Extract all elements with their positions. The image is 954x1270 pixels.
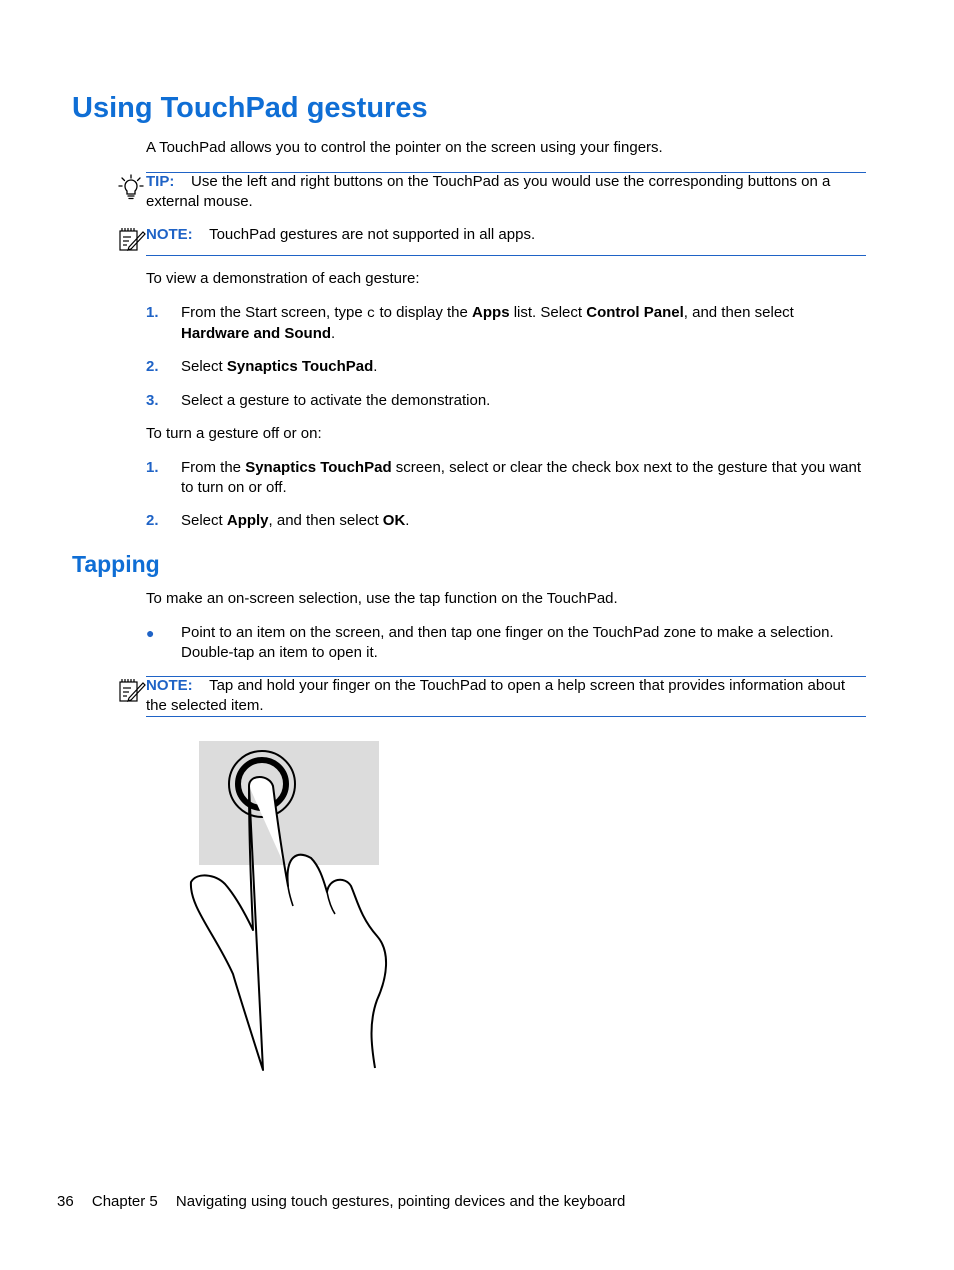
tap-gesture-illustration xyxy=(185,738,395,1074)
section-heading-tapping: Tapping xyxy=(72,551,160,577)
tapping-bullet: Point to an item on the screen, and then tap one finger on the TouchPad zone to make a selection. Double-tap an item to open it. xyxy=(181,624,834,661)
toggle-intro: To turn a gesture off or on: xyxy=(146,425,322,442)
note-rule-bottom xyxy=(146,255,866,256)
toggle-step-1: From the Synaptics TouchPad screen, select or clear the check box next to the gesture that you want to turn on or off. xyxy=(181,459,862,496)
demo-step-3: Select a gesture to activate the demonstration. xyxy=(181,392,491,409)
footer-chapter: Chapter 5 xyxy=(91,1193,158,1210)
note-icon xyxy=(118,678,146,703)
footer-chapter-title: Navigating using touch gestures, pointing devices and the keyboard xyxy=(175,1193,626,1210)
lightbulb-icon xyxy=(118,174,144,200)
note-icon xyxy=(118,227,146,252)
step-number: 2. xyxy=(146,358,159,375)
page-title: Using TouchPad gestures xyxy=(72,92,428,124)
toggle-step-2: Select Apply, and then select OK. xyxy=(181,512,410,529)
page-footer xyxy=(57,1192,639,1212)
intro-paragraph: A TouchPad allows you to control the pointer on the screen using your fingers. xyxy=(146,139,663,156)
tip-label: TIP: xyxy=(146,173,175,190)
note2-text: Tap and hold your finger on the TouchPad to open a help screen that provides information about the selected item. xyxy=(146,677,846,714)
tip-block xyxy=(146,172,866,212)
step-number: 2. xyxy=(146,512,159,529)
step-number: 3. xyxy=(146,392,159,409)
key-c: c xyxy=(366,306,376,322)
note-label: NOTE: xyxy=(146,226,193,243)
tip-text: Use the left and right buttons on the TouchPad as you would use the corresponding buttons on a external mouse. xyxy=(146,173,831,210)
note-text: TouchPad gestures are not supported in all apps. xyxy=(209,226,536,243)
note2-rule-bottom xyxy=(146,716,866,717)
page-number: 36 xyxy=(57,1193,74,1210)
note2-block xyxy=(146,676,866,716)
step-number: 1. xyxy=(146,459,159,476)
demo-intro: To view a demonstration of each gesture: xyxy=(146,270,420,287)
note2-label: NOTE: xyxy=(146,677,193,694)
demo-step-2: Select Synaptics TouchPad. xyxy=(181,358,378,375)
bullet-icon: ● xyxy=(146,625,155,641)
note-block xyxy=(146,225,866,245)
demo-step-1: From the Start screen, type c to display the Apps list. Select Control Panel, and then select Hardware and Sound. xyxy=(181,304,794,342)
tapping-intro: To make an on-screen selection, use the tap function on the TouchPad. xyxy=(146,590,618,607)
step-number: 1. xyxy=(146,304,159,321)
